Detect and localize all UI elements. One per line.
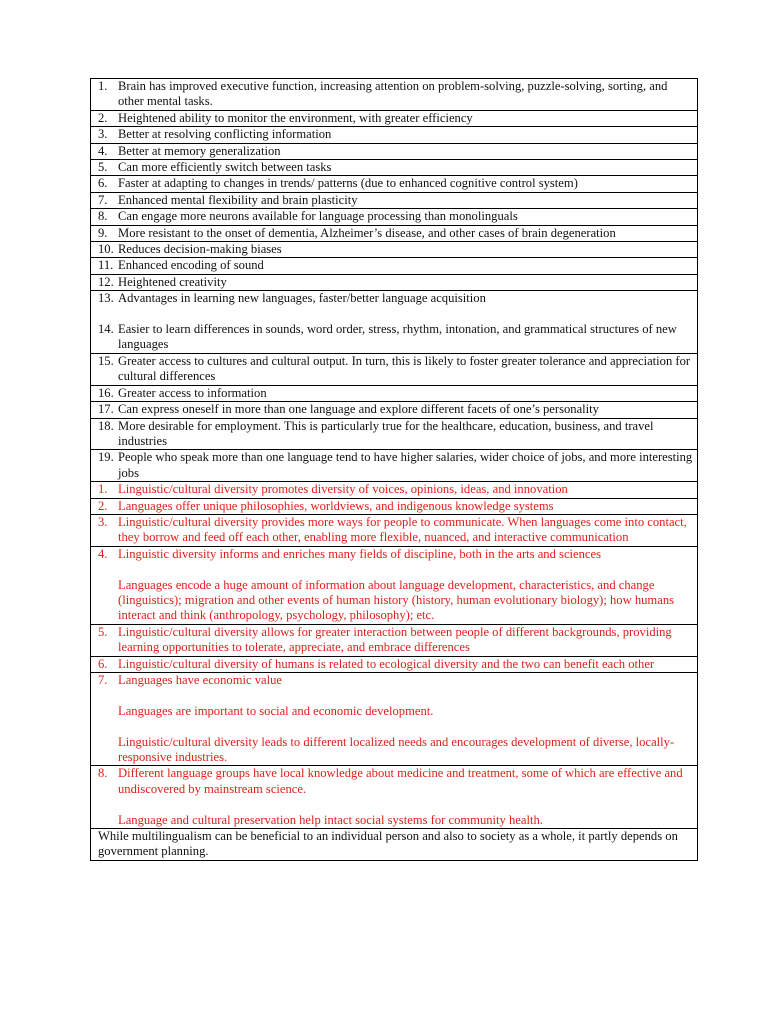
table-row (91, 766, 698, 829)
table-row (91, 192, 698, 208)
item-text: Enhanced mental flexibility and brain plasticity (118, 192, 358, 207)
table-row (91, 482, 698, 498)
item-number: 9. (98, 225, 108, 240)
item-number: 5. (98, 160, 108, 175)
item-detail: Languages are important to social and economic development. (118, 703, 434, 718)
table-row (91, 656, 698, 672)
item-number: 4. (98, 143, 108, 158)
item-text: Advantages in learning new languages, faster/better language acquisition (118, 291, 486, 306)
item-number: 19. (98, 450, 114, 465)
item-text: Linguistic/cultural diversity provides more ways for people to communicate. When languages come into contact, they borrow and feed off each other, enabling more flexible, nuanced, and interactive communication (118, 514, 687, 545)
item-text: Reduces decision-making biases (118, 242, 282, 257)
item-number: 17. (98, 402, 114, 417)
item-text: Linguistic diversity informs and enriches many fields of discipline, both in the arts and sciences (118, 546, 601, 561)
table-row (91, 673, 698, 766)
table-row (91, 127, 698, 143)
item-number: 7. (98, 673, 108, 687)
table-row (91, 258, 698, 274)
table-row (91, 79, 698, 111)
table-row (91, 160, 698, 176)
item-number: 7. (98, 192, 108, 207)
table-row (91, 209, 698, 225)
table-row (91, 110, 698, 126)
item-text: Linguistic/cultural diversity of humans is related to ecological diversity and the two can benefit each other (118, 656, 655, 671)
item-text: Better at memory generalization (118, 143, 281, 158)
table-row (91, 402, 698, 418)
item-text: Can engage more neurons available for language processing than monolinguals (118, 209, 518, 224)
item-number: 16. (98, 385, 114, 400)
item-text: Different language groups have local knowledge about medicine and treatment, some of which are effective and undiscovered by mainstream science. (118, 766, 683, 796)
item-detail: Linguistic/cultural diversity leads to different localized needs and encourages development of diverse, locally-responsive industries. (118, 734, 675, 764)
item-text: Greater access to information (118, 385, 267, 400)
item-number: 3. (98, 514, 108, 529)
item-number: 4. (98, 546, 108, 561)
item-number: 18. (98, 418, 114, 433)
item-text: Heightened creativity (118, 274, 227, 289)
item-text: Linguistic/cultural diversity allows for greater interaction between people of different backgrounds, providing learning opportunities to tolerate, appreciate, and embrace differences (118, 624, 672, 655)
table-row (91, 546, 698, 624)
table-row (91, 624, 698, 656)
item-text: Can more efficiently switch between tasks (118, 160, 332, 175)
item-text: Enhanced encoding of sound (118, 258, 264, 273)
item-detail: Language and cultural preservation help intact social systems for community health. (118, 812, 543, 827)
table-row (91, 450, 698, 482)
item-text: More resistant to the onset of dementia, Alzheimer’s disease, and other cases of brain degeneration (118, 225, 616, 240)
item-number: 3. (98, 127, 108, 142)
item-number: 8. (98, 766, 108, 781)
item-number: 6. (98, 656, 108, 671)
benefits-table (90, 78, 698, 861)
item-number: 5. (98, 624, 108, 639)
table-row (91, 291, 698, 354)
item-text: Greater access to cultures and cultural output. In turn, this is likely to foster greater tolerance and appreciation for cultural differences (118, 353, 691, 384)
table-row (91, 418, 698, 450)
item-number: 14. (98, 322, 114, 337)
item-number: 2. (98, 498, 108, 513)
item-number: 1. (98, 482, 108, 497)
table-row (91, 225, 698, 241)
table-row (91, 274, 698, 290)
item-text: Faster at adapting to changes in trends/ patterns (due to enhanced cognitive control system) (118, 176, 578, 191)
table-row (91, 176, 698, 192)
item-number: 8. (98, 209, 108, 224)
item-text: Easier to learn differences in sounds, word order, stress, rhythm, intonation, and grammatical structures of new languages (118, 322, 677, 352)
item-number: 6. (98, 176, 108, 191)
item-number: 15. (98, 353, 114, 368)
item-number: 13. (98, 291, 114, 306)
item-text: Linguistic/cultural diversity promotes diversity of voices, opinions, ideas, and innovation (118, 482, 568, 497)
item-number: 10. (98, 242, 114, 257)
table-row (91, 385, 698, 401)
item-text: Brain has improved executive function, increasing attention on problem-solving, puzzle-solving, sorting, and other mental tasks. (118, 79, 668, 109)
item-text: Can express oneself in more than one language and explore different facets of one’s personality (118, 402, 599, 417)
item-text: Better at resolving conflicting information (118, 127, 332, 142)
table-row (91, 143, 698, 159)
item-text: Heightened ability to monitor the environment, with greater efficiency (118, 110, 473, 125)
table-row (91, 498, 698, 514)
item-number: 1. (98, 79, 108, 93)
table-row (91, 242, 698, 258)
table-row (91, 514, 698, 546)
item-number: 11. (98, 258, 114, 273)
item-detail: Languages encode a huge amount of information about language development, characteristics, and change (linguistics); migration and other events of human history (history, human evolutionary biology); how humans interact and think (anthropology, psychology, philosophy); etc. (118, 577, 675, 623)
table-row (91, 353, 698, 385)
conclusion-text: While multilingualism can be beneficial to an individual person and also to society as a whole, it partly depends on government planning. (91, 829, 698, 861)
table-row (91, 829, 698, 861)
item-number: 2. (98, 110, 108, 125)
item-text: More desirable for employment. This is particularly true for the healthcare, education, business, and travel industries (118, 418, 654, 448)
item-text: Languages offer unique philosophies, worldviews, and indigenous knowledge systems (118, 498, 554, 513)
item-text: Languages have economic value (118, 673, 282, 687)
item-number: 12. (98, 274, 114, 289)
item-text: People who speak more than one language tend to have higher salaries, wider choice of jobs, and more interesting jobs (118, 450, 693, 480)
